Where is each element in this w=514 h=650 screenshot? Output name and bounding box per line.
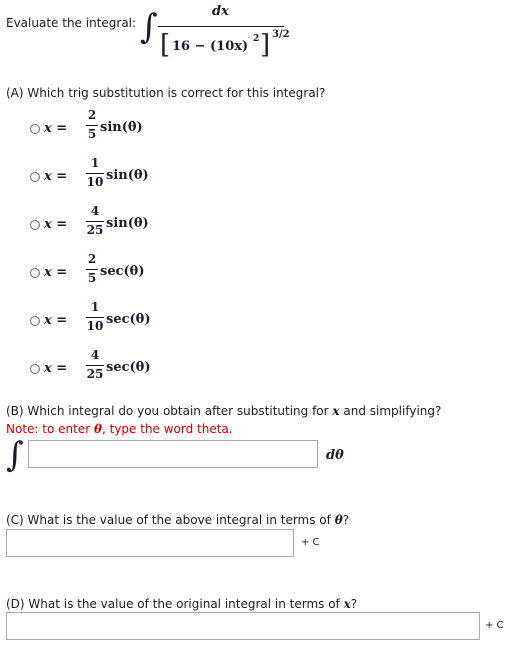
option-6-radio[interactable] xyxy=(30,364,40,374)
integral-sign: ∫ xyxy=(140,7,158,47)
option-3-num: 4 xyxy=(90,204,100,218)
option-2-num: 1 xyxy=(90,156,100,170)
numerator: dx xyxy=(212,4,229,19)
part-d-answer-input[interactable] xyxy=(6,612,480,640)
part-d-question-suffix: ? xyxy=(350,597,358,611)
outer-exponent: 3/2 xyxy=(272,29,290,40)
option-5-radio[interactable] xyxy=(30,316,40,326)
part-c-question-suffix: ? xyxy=(342,513,350,527)
option-2-radio[interactable] xyxy=(30,172,40,182)
option-2-den: 10 xyxy=(86,175,104,189)
bracket-close: ] xyxy=(260,30,271,60)
option-5[interactable] xyxy=(30,298,230,334)
option-6-num: 4 xyxy=(90,348,100,362)
part-c-question xyxy=(6,513,349,527)
part-b-note-var: θ xyxy=(93,422,102,436)
denominator-body: 16 − (10x) xyxy=(172,39,249,54)
option-4-lhs: x = xyxy=(44,265,68,280)
prompt-label: Evaluate the integral: xyxy=(6,16,137,30)
option-1-den: 5 xyxy=(87,127,97,141)
bracket-open: [ xyxy=(160,30,171,60)
option-1-radio[interactable] xyxy=(30,124,40,134)
option-6-func: sec(θ) xyxy=(106,360,151,375)
part-b-note-prefix: Note: to enter xyxy=(6,422,91,436)
option-6[interactable] xyxy=(30,346,230,382)
part-c-question-prefix: (C) What is the value of the above integral in terms of xyxy=(6,513,331,527)
option-2-func: sin(θ) xyxy=(106,168,149,183)
option-1-lhs: x = xyxy=(44,121,68,136)
fraction-bar xyxy=(158,26,284,27)
option-3-radio[interactable] xyxy=(30,220,40,230)
inner-exponent: 2 xyxy=(253,34,260,44)
part-b-question xyxy=(6,404,441,418)
option-1-func: sin(θ) xyxy=(100,120,143,135)
option-4-radio[interactable] xyxy=(30,268,40,278)
part-b-question-prefix: (B) Which integral do you obtain after substituting for xyxy=(6,404,329,418)
option-5-func: sec(θ) xyxy=(106,312,151,327)
option-5-num: 1 xyxy=(90,300,100,314)
part-b-question-suffix: and simplifying? xyxy=(343,404,442,418)
option-6-lhs: x = xyxy=(44,361,68,376)
option-1[interactable] xyxy=(30,106,230,142)
option-3-func: sin(θ) xyxy=(106,216,149,231)
option-3-lhs: x = xyxy=(44,217,68,232)
part-c-constant: + C xyxy=(301,537,320,548)
part-b-integral-sign: ∫ xyxy=(6,435,24,475)
option-1-bar xyxy=(86,125,98,126)
option-4-func: sec(θ) xyxy=(100,264,145,279)
option-4[interactable] xyxy=(30,250,230,286)
option-5-lhs: x = xyxy=(44,313,68,328)
option-3[interactable] xyxy=(30,202,230,238)
option-4-num: 2 xyxy=(87,252,97,266)
option-5-bar xyxy=(86,317,104,318)
part-b-note-suffix: , type the word theta. xyxy=(101,422,233,436)
option-3-bar xyxy=(86,221,104,222)
option-2-lhs: x = xyxy=(44,169,68,184)
option-1-num: 2 xyxy=(87,108,97,122)
option-2-bar xyxy=(86,173,104,174)
option-4-bar xyxy=(86,269,98,270)
option-4-den: 5 xyxy=(87,271,97,285)
option-5-den: 10 xyxy=(86,319,104,333)
part-d-question-var: x xyxy=(343,597,351,611)
part-c-answer-input[interactable] xyxy=(6,529,294,557)
part-b-answer-input[interactable] xyxy=(28,440,318,468)
part-b-differential: dθ xyxy=(326,448,344,463)
option-6-bar xyxy=(86,365,104,366)
option-3-den: 25 xyxy=(86,223,104,237)
part-b-question-var: x xyxy=(332,404,340,418)
part-a-question: (A) Which trig substitution is correct for this integral? xyxy=(6,86,326,100)
part-c-question-var: θ xyxy=(334,513,343,527)
part-d-question-prefix: (D) What is the value of the original integral in terms of xyxy=(6,597,340,611)
option-6-den: 25 xyxy=(86,367,104,381)
part-d-question xyxy=(6,597,357,611)
part-b-note xyxy=(6,422,233,436)
prompt-integral xyxy=(140,2,300,68)
option-2[interactable] xyxy=(30,154,230,190)
part-d-constant: + C xyxy=(485,620,504,631)
